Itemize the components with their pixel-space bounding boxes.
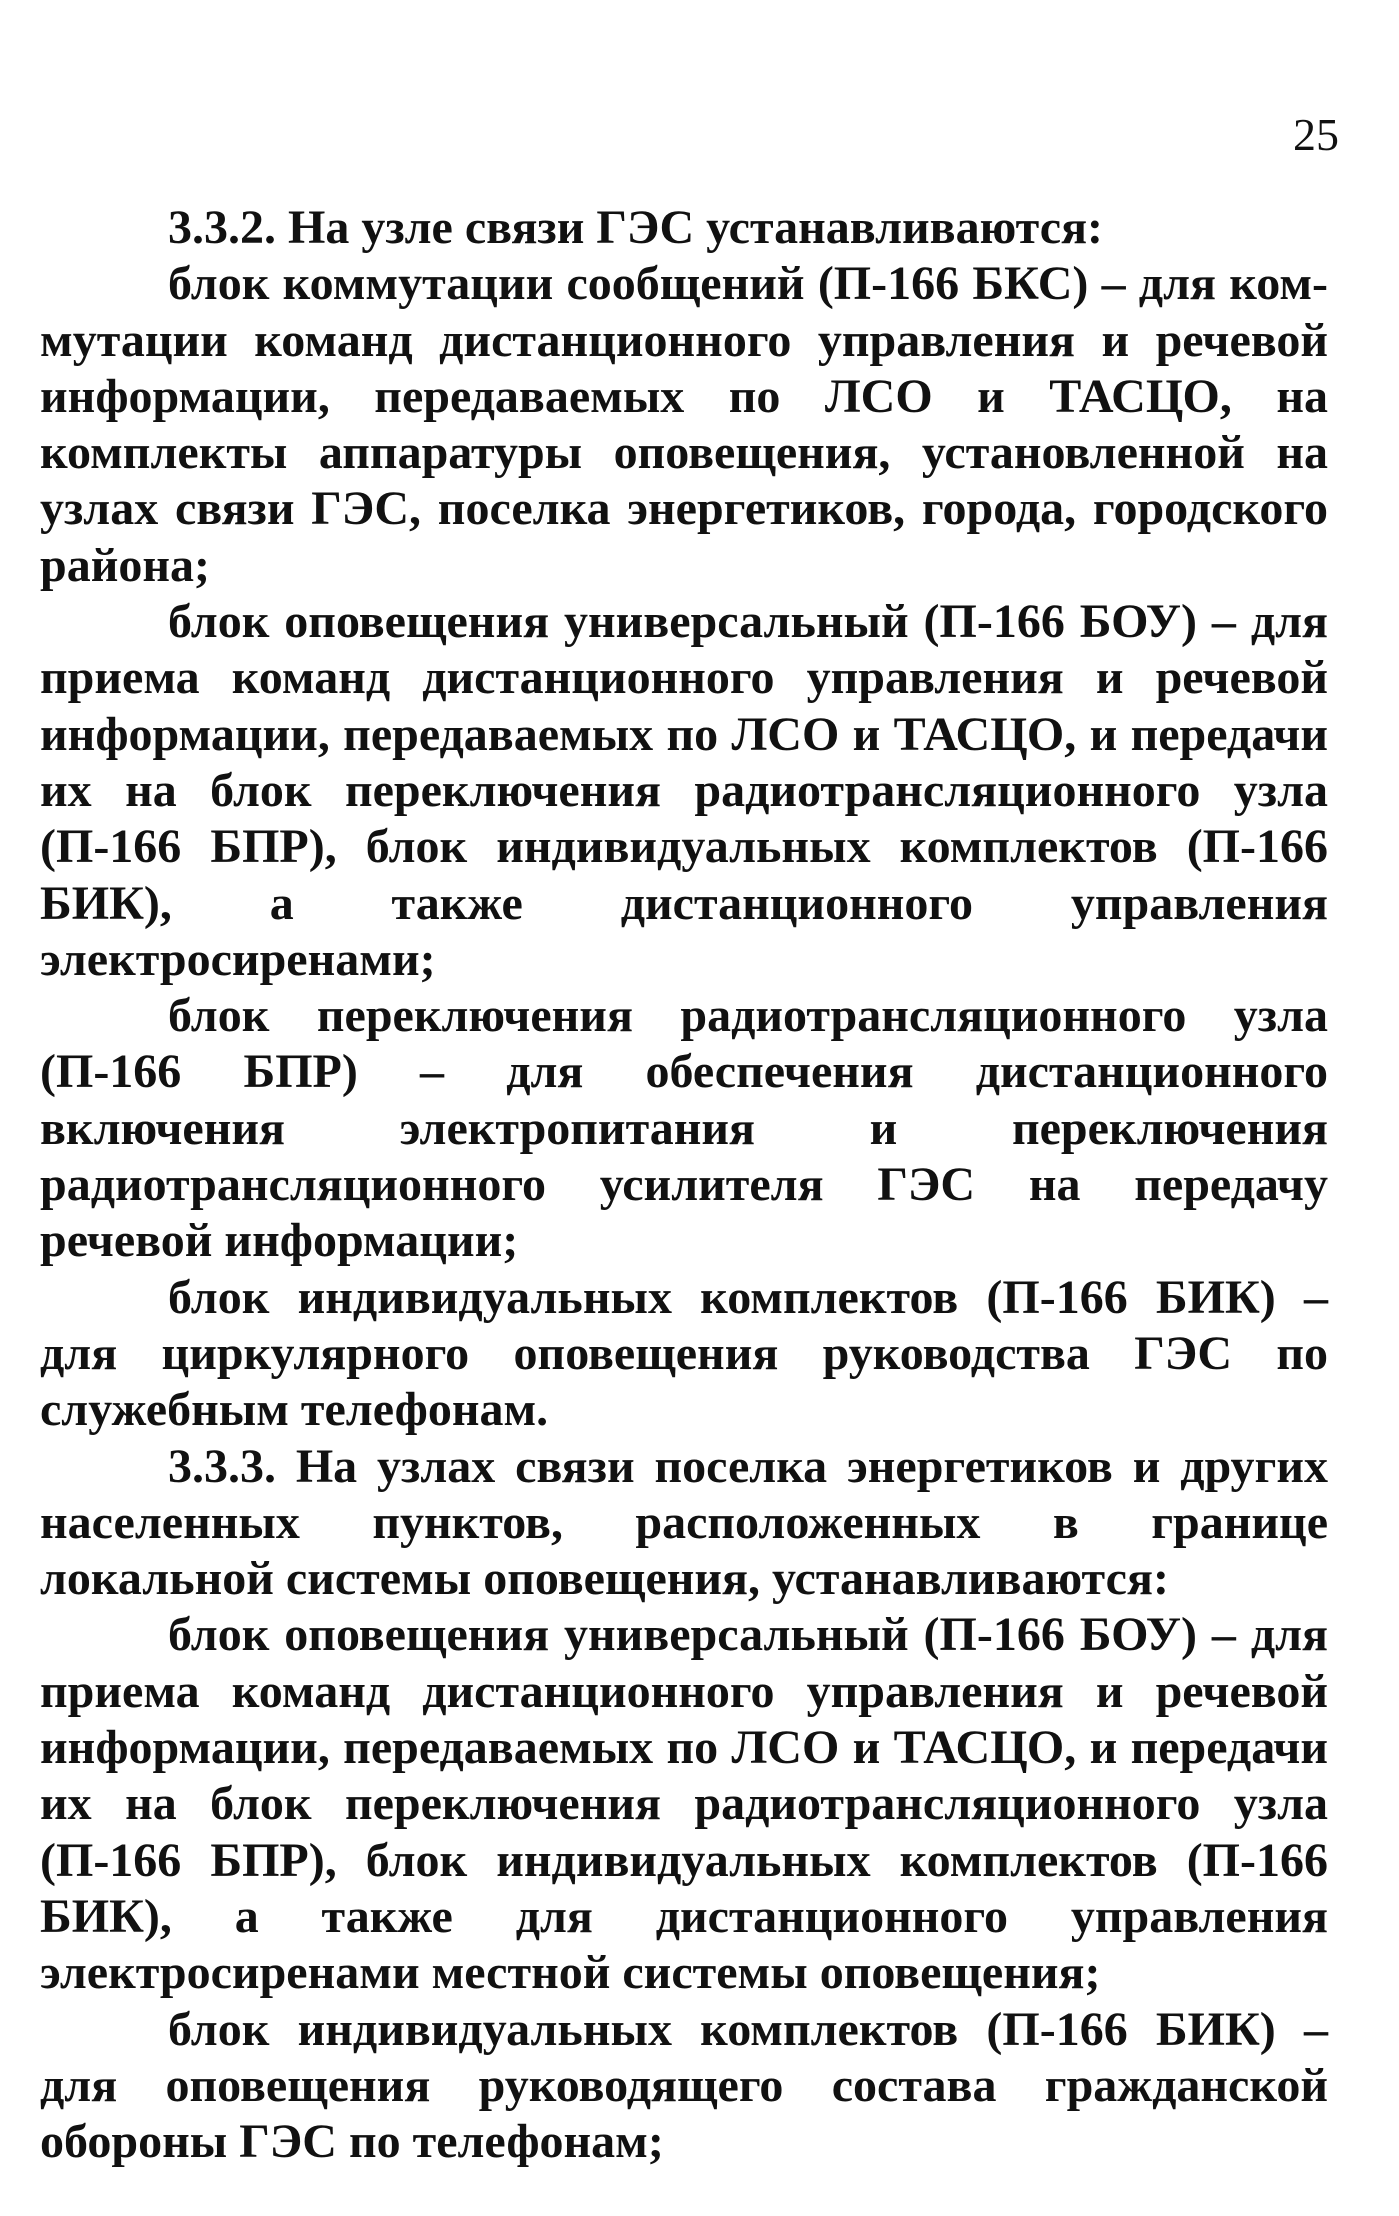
paragraph-bpr-block: блок переключения радиотрансляционного узла (П-166 БПР) – для обеспечения дистанционного включения электропитания и переключения радиотрансляционного усилителя ГЭС на передачу речевой информации; bbox=[40, 989, 1328, 1268]
body-text bbox=[40, 200, 1328, 2170]
paragraph-bou-block: блок оповещения универсальный (П-166 БОУ) – для приема команд дистанционного управления и речевой информации, передаваемых по ЛСО и ТАСЦО, и передачи их на блок переключения радиотрансляционного узла (П-166 БПР), блок индивидуальных комплектов (П-166 БИК), а также дистанционного управления электросиренами; bbox=[40, 595, 1328, 986]
page-number: 25 bbox=[1293, 109, 1339, 160]
paragraph-bik-block-local: блок индивидуальных комплектов (П-166 БИК) – для оповещения руководящего состава гражданской обороны ГЭС по телефонам; bbox=[40, 2002, 1328, 2169]
paragraph-bks-block: блок коммутации сообщений (П-166 БКС) – для коммутации команд дистанционного управления и речевой информации, передаваемых по ЛСО и ТАСЦО, на комплекты аппаратуры оповещения, установленной на узлах связи ГЭС, поселка энергетиков, города, городского района; bbox=[40, 257, 1328, 592]
paragraph-section-3-3-2-heading: 3.3.2. На узле связи ГЭС устанавливаются: bbox=[168, 201, 1104, 254]
paragraph-section-3-3-3-heading: 3.3.3. На узлах связи поселка энергетиков и других населенных пунктов, расположенных в границе локальной системы оповещения, устанавливаются: bbox=[40, 1439, 1328, 1606]
paragraph-bik-block: блок индивидуальных комплектов (П-166 БИК) – для циркулярного оповещения руководства ГЭС по служебным телефонам. bbox=[40, 1270, 1328, 1437]
paragraph-bou-block-local: блок оповещения универсальный (П-166 БОУ) – для приема команд дистанционного управления и речевой информации, передаваемых по ЛСО и ТАСЦО, и передачи их на блок переключения радиотрансляционного узла (П-166 БПР), блок индивидуальных комплектов (П-166 БИК), а также для дистанционного управления электросиренами местной системы оповещения; bbox=[40, 1608, 1328, 2000]
